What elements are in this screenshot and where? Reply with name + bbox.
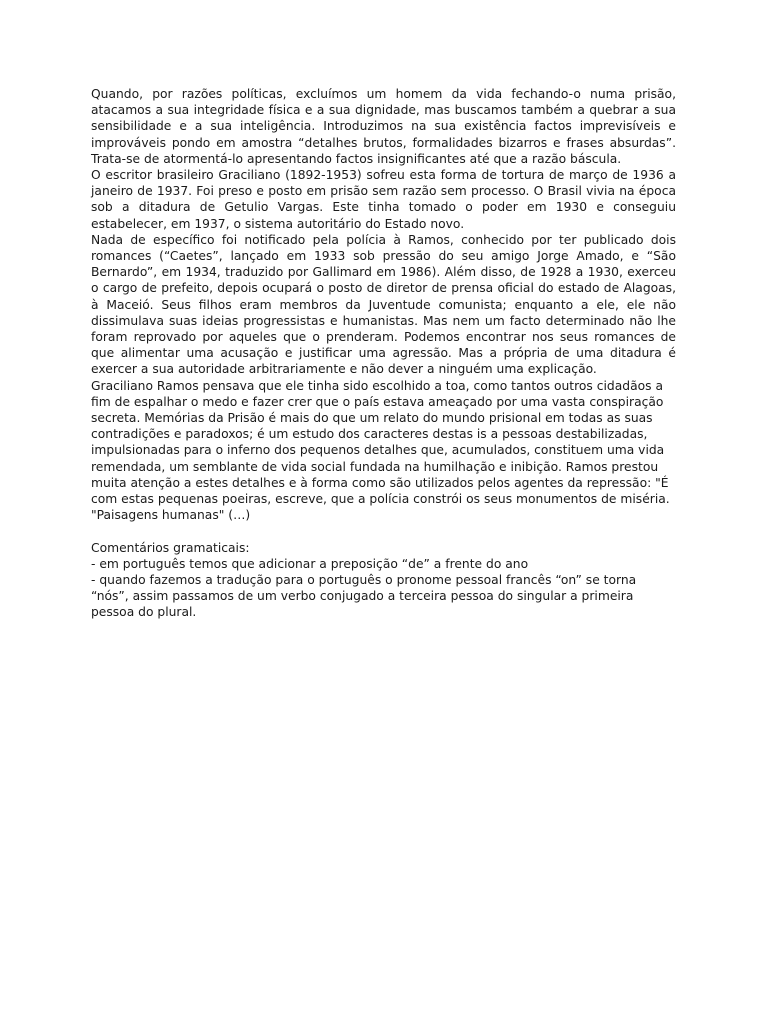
paragraph-graciliano-torture: O escritor brasileiro Graciliano (1892-1953) sofreu esta forma de tortura de março de 1936 a janeiro de 1937. Foi preso e posto em prisão sem razão sem processo. O Brasil vivia na época sob a ditadura de Getulio Vargas. Este tinha tomado o poder em 1930 e conseguiu estabelecer, em 1937, o sistema autoritário do Estado novo.: [91, 168, 676, 231]
grammar-notes-heading: Comentários gramaticais:: [91, 540, 250, 555]
document-body: [91, 86, 676, 621]
paragraph-memorias-da-prisao: Graciliano Ramos pensava que ele tinha sido escolhido a toa, como tantos outros cidadãos a fim de espalhar o medo e fazer crer que o país estava ameaçado por uma vasta conspiração secreta. Memórias da Prisão é mais do que um relato do mundo prisional em todas as suas contradições e paradoxos; é um estudo dos caracteres destas is a pessoas destabilizadas, impulsionadas para o inferno dos pequenos detalhes que, acumulados, constituem uma vida remendada, um semblante de vida social fundada na humilhação e inibição. Ramos prestou muita atenção a estes detalhes e à forma como são utilizados pelos agentes da repressão: "É com estas pequenas poeiras, escreve, que a polícia constrói os seus monumentos de miséria. "Paisagens humanas" (…): [91, 378, 670, 523]
blank-line: [91, 523, 676, 539]
grammar-note-item: - em português temos que adicionar a preposição “de” a frente do ano: [91, 556, 529, 571]
grammar-note-item: - quando fazemos a tradução para o português o pronome pessoal francês “on” se torna “nós”, assim passamos de um verbo conjugado a terceira pessoa do singular a primeira pessoa do plural.: [91, 573, 637, 620]
grammar-notes: [91, 540, 676, 621]
paragraph-intro: Quando, por razões políticas, excluímos um homem da vida fechando-o numa prisão, atacamos a sua integridade física e a sua dignidade, mas buscamos também a quebrar a sua sensibilidade e a sua inteligência. Introduzimos na sua existência factos imprevisíveis e improváveis pondo em amostra “detalhes brutos, formalidades bizarros e frases absurdas”. Trata-se de atormentá-lo apresentando factos insignificantes até que a razão báscula.: [91, 87, 676, 166]
paragraph-accusation: Nada de específico foi notificado pela polícia à Ramos, conhecido por ter publicado dois romances (“Caetes”, lançado em 1933 sob pressão do seu amigo Jorge Amado, e “São Bernardo”, em 1934, traduzido por Gallimard em 1986). Além disso, de 1928 a 1930, exerceu o cargo de prefeito, depois ocupará o posto de diretor de prensa oficial do estado de Alagoas, à Maceió. Seus filhos eram membros da Juventude comunista; enquanto a ele, ele não dissimulava suas ideias progressistas e humanistas. Mas nem um facto determinado não lhe foram reprovado por aqueles que o prenderam. Podemos encontrar nos seus romances de que alimentar uma acusação e justificar uma agressão. Mas a própria de uma ditadura é exercer a sua autoridade arbitrariamente e não dever a ninguém uma explicação.: [91, 232, 676, 377]
